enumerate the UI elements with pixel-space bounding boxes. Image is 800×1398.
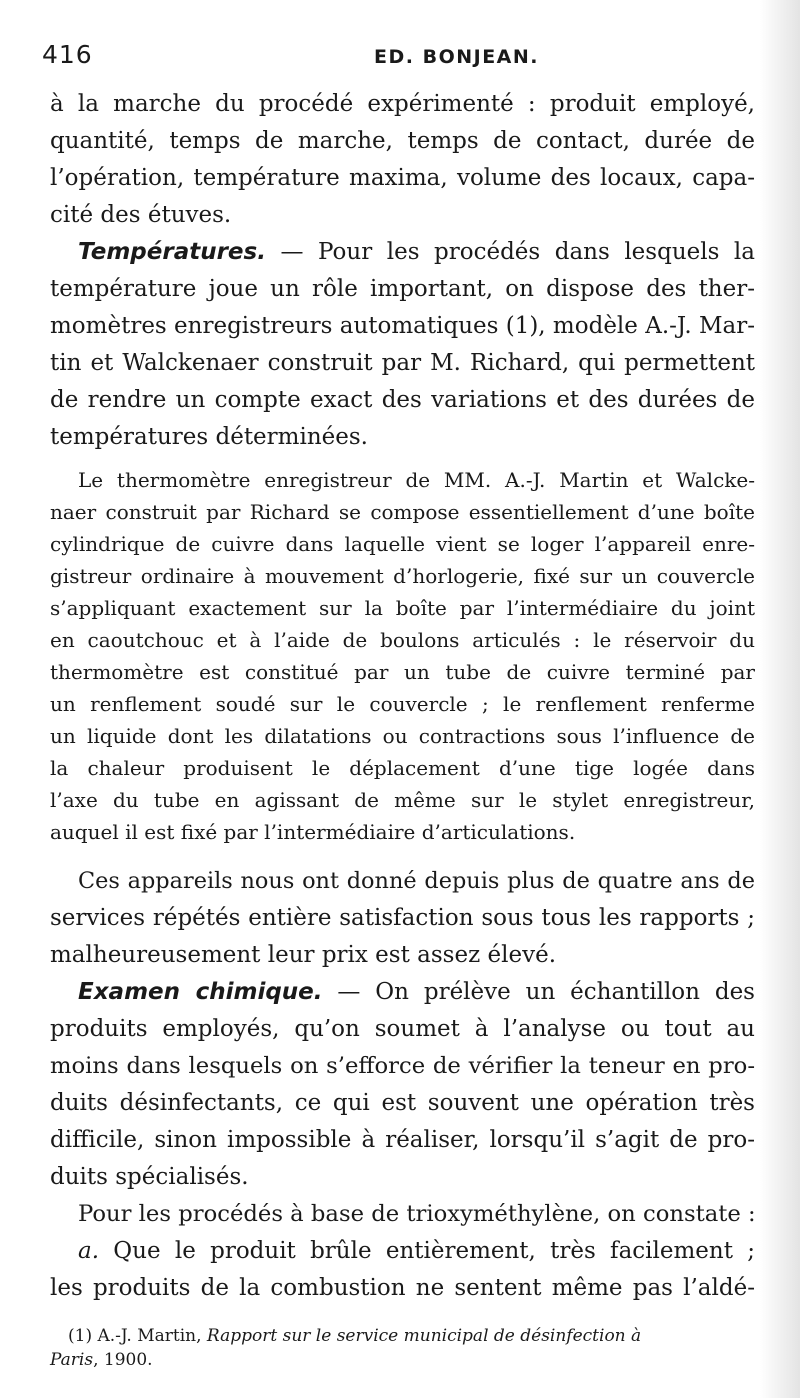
footnote-place: Paris xyxy=(50,1350,94,1370)
text-run: Que le produit brûle entièrement, très facilement ; xyxy=(99,1238,755,1264)
small-text-line: cylindrique de cuivre dans laquelle vient se loger l’appareil enre- xyxy=(50,532,755,556)
text-run: — Pour les procédés dans lesquels la xyxy=(265,239,755,265)
text-line: difficile, sinon impossible à réaliser, lorsqu’il s’agit de pro- xyxy=(50,1127,755,1153)
text-line: produits employés, qu’on soumet à l’analyse ou tout au xyxy=(50,1016,755,1042)
small-text-line: l’axe du tube en agissant de même sur le stylet enregistreur, xyxy=(50,788,755,812)
small-text-line: un renflement soudé sur le couvercle ; le renflement renferme xyxy=(50,692,755,716)
section-examen-first-line xyxy=(78,981,755,1004)
list-item-letter: a. xyxy=(78,1238,100,1264)
small-text-line: Le thermomètre enregistreur de MM. A.-J. Martin et Walcke- xyxy=(78,468,755,492)
footnote xyxy=(68,1328,760,1345)
small-text-line: s’appliquant exactement sur la boîte par l’intermédiaire du joint xyxy=(50,596,755,620)
small-text-line: gistreur ordinaire à mouvement d’horlogerie, fixé sur un couvercle xyxy=(50,564,755,588)
text-line: tin et Walckenaer construit par M. Richard, qui permettent xyxy=(50,350,755,376)
text-line: à la marche du procédé expérimenté : produit employé, xyxy=(50,91,755,117)
text-line: services répétés entière satisfaction sous tous les rapports ; xyxy=(50,905,755,931)
text-line: les produits de la combustion ne sentent même pas l’aldé- xyxy=(50,1275,755,1301)
footnote-continuation xyxy=(50,1352,760,1369)
small-text-line: la chaleur produisent le déplacement d’une tige logée dans xyxy=(50,756,755,780)
small-text-line: thermomètre est constitué par un tube de cuivre terminé par xyxy=(50,660,755,684)
small-text-line: auquel il est fixé par l’intermédiaire d’articulations. xyxy=(50,820,576,844)
small-text-line: un liquide dont les dilatations ou contractions sous l’influence de xyxy=(50,724,755,748)
footnote-year: , 1900. xyxy=(93,1350,153,1370)
text-line: de rendre un compte exact des variations et des durées de xyxy=(50,387,755,413)
footnote-title: Rapport sur le service municipal de désinfection à xyxy=(206,1326,642,1346)
footnote-marker: (1) A.-J. Martin, xyxy=(68,1326,207,1346)
small-text-line: en caoutchouc et à l’aide de boulons articulés : le réservoir du xyxy=(50,628,755,652)
text-run: — On prélève un échantillon des xyxy=(322,979,755,1005)
page-edge-shadow xyxy=(760,0,800,1398)
text-line: l’opération, température maxima, volume des locaux, capa- xyxy=(50,165,755,191)
text-line: moins dans lesquels on s’efforce de vérifier la teneur en pro- xyxy=(50,1053,755,1079)
text-line: duits désinfectants, ce qui est souvent une opération très xyxy=(50,1090,755,1116)
text-line: momètres enregistreurs automatiques (1), modèle A.-J. Mar- xyxy=(50,313,755,339)
text-line: températures déterminées. xyxy=(50,424,368,450)
text-line: malheureusement leur prix est assez élevé. xyxy=(50,942,556,968)
list-item-a xyxy=(78,1240,755,1263)
text-line: duits spécialisés. xyxy=(50,1164,249,1190)
page-header xyxy=(42,40,742,76)
page-number: 416 xyxy=(42,40,93,69)
text-line: Ces appareils nous ont donné depuis plus de quatre ans de xyxy=(78,868,755,894)
section-températures-first-line xyxy=(78,241,755,264)
text-line: Pour les procédés à base de trioxyméthylène, on constate : xyxy=(78,1201,756,1227)
section-heading-examen-chimique: Examen chimique. xyxy=(78,979,323,1005)
section-heading-temperatures: Températures. xyxy=(78,239,266,265)
text-line: température joue un rôle important, on dispose des ther- xyxy=(50,276,755,302)
running-head: ED. BONJEAN. xyxy=(374,46,539,68)
small-text-line: naer construit par Richard se compose essentiellement d’une boîte xyxy=(50,500,755,524)
text-line: cité des étuves. xyxy=(50,202,232,228)
text-line: quantité, temps de marche, temps de contact, durée de xyxy=(50,128,755,154)
